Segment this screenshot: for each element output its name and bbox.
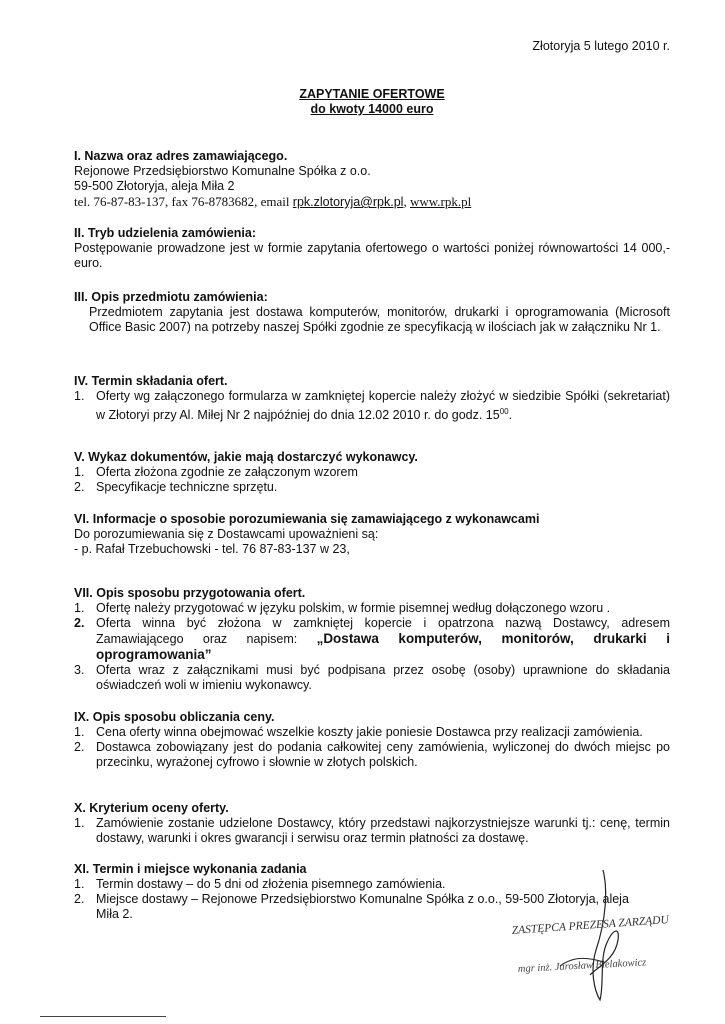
section-4-heading: IV. Termin składania ofert. bbox=[74, 374, 228, 388]
list-text: Miejsce dostawy – Rejonowe Przedsiębiorstwo Komunalne Spółka z o.o., 59-500 Złotoryja, aleja Miła 2. bbox=[96, 892, 629, 921]
email-link[interactable]: rpk.zlotoryja@rpk.pl bbox=[292, 195, 404, 209]
list-number: 2. bbox=[74, 616, 85, 630]
title-line-2: do kwoty 14000 euro bbox=[310, 102, 434, 116]
list-number: 3. bbox=[74, 663, 85, 677]
list-number: 1. bbox=[74, 877, 85, 891]
section-7-heading: VII. Opis sposobu przygotowania ofert. bbox=[74, 586, 306, 600]
section-6-line-1: Do porozumiewania się z Dostawcami upoważnieni są: bbox=[74, 527, 379, 541]
list-text: Specyfikacje techniczne sprzętu. bbox=[96, 480, 278, 494]
list-text: Dostawca zobowiązany jest do podania całkowitej ceny zamówienia, wyliczonej do dwóch miejsc po przecinku, wyrażonej cyfrowo i słownie w złotych polskich. bbox=[96, 740, 670, 769]
list-text: Oferta złożona zgodnie ze załączonym wzorem bbox=[96, 465, 358, 479]
section-6-heading: VI. Informacje o sposobie porozumiewania się zamawiającego z wykonawcami bbox=[74, 512, 540, 526]
envelope-label: „Dostawa komputerów, monitorów, drukarki i oprogramowania” bbox=[96, 631, 671, 662]
footer-rule bbox=[40, 1016, 166, 1017]
deadline-minutes: 00 bbox=[499, 407, 509, 416]
envelope-text: Oferta winna być złożona w zamkniętej kopercie i opatrzona nazwą Dostawcy, adresem Zamawiającego oraz napisem: bbox=[96, 616, 670, 646]
section-9-heading: IX. Opis sposobu obliczania ceny. bbox=[74, 710, 275, 724]
section-5-heading: V. Wykaz dokumentów, jakie mają dostarczyć wykonawcy. bbox=[74, 450, 418, 464]
section-3-text: Przedmiotem zapytania jest dostawa komputerów, monitorów, drukarki i oprogramowania (Microsoft Office Basic 2007) na potrzeby naszej Spółki zgodnie ze specyfikacją w ilościach jak w załączniku Nr 1. bbox=[89, 305, 670, 334]
list-text: Termin dostawy – do 5 dni od złożenia pisemnego zamówienia. bbox=[96, 877, 446, 891]
list-number: 2. bbox=[74, 892, 85, 906]
signature-stroke bbox=[590, 870, 618, 1000]
deadline-text: Oferty wg załączonego formularza w zamkniętej kopercie należy złożyć w siedzibie Spółki (sekretariat) w Złotoryi przy Al. Miłej Nr 2 najpóźniej do dnia 12.02 2010 r. do godz. 15 bbox=[96, 389, 670, 423]
list-text: Zamówienie zostanie udzielone Dostawcy, który przedstawi najkorzystniejsze warunki tj.: cenę, termin dostawy, warunki i okres gwarancji i serwisu oraz termin płatności za dostawę. bbox=[96, 816, 670, 845]
list-number: 1. bbox=[74, 465, 85, 479]
stamp-name: mgr inż. Jarosław Bielakowicz bbox=[517, 957, 647, 975]
list-text: Ofertę należy przygotować w języku polskim, w formie pisemnej według dołączonego wzoru . bbox=[96, 601, 611, 615]
section-3-heading: III. Opis przedmiotu zamówienia: bbox=[74, 290, 268, 304]
list-number: 2. bbox=[74, 480, 85, 494]
company-name: Rejonowe Przedsiębiorstwo Komunalne Spółka z o.o. bbox=[74, 164, 371, 178]
list-number: 1. bbox=[74, 389, 85, 403]
company-address: 59-500 Złotoryja, aleja Miła 2 bbox=[74, 179, 235, 193]
website-link[interactable]: www.rpk.pl bbox=[409, 194, 472, 209]
list-text: Cena oferty winna obejmować wszelkie koszty jakie poniesie Dostawca przy realizacji zamówienia. bbox=[96, 725, 643, 739]
contact-separator: , bbox=[403, 194, 410, 209]
contact-phone-fax: tel. 76-87-83-137, fax 76-8783682, email bbox=[74, 194, 293, 209]
stamp-title: ZASTĘPCA PREZESA ZARZĄDU bbox=[511, 914, 670, 937]
section-2-heading: II. Tryb udzielenia zamówienia: bbox=[74, 226, 256, 240]
contact-person: - p. Rafał Trzebuchowski - tel. 76 87-83-137 w 23, bbox=[74, 542, 350, 556]
list-number: 1. bbox=[74, 601, 85, 615]
list-number: 1. bbox=[74, 816, 85, 830]
section-1-heading: I. Nazwa oraz adres zamawiającego. bbox=[74, 149, 288, 163]
title-line-1: ZAPYTANIE OFERTOWE bbox=[299, 87, 445, 101]
deadline-end: . bbox=[508, 408, 513, 423]
section-2-text: Postępowanie prowadzone jest w formie zapytania ofertowego o wartości poniżej równowartości 14 000,- euro. bbox=[74, 241, 670, 270]
section-11-heading: XI. Termin i miejsce wykonania zadania bbox=[74, 862, 307, 876]
document-date: Złotoryja 5 lutego 2010 r. bbox=[532, 39, 670, 53]
section-10-heading: X. Kryterium oceny oferty. bbox=[74, 801, 229, 815]
list-text: Oferta wraz z załącznikami musi być podpisana przez osobę (osoby) uprawnione do składania oświadczeń woli w imieniu wykonawcy. bbox=[96, 663, 670, 692]
list-number: 1. bbox=[74, 725, 85, 739]
list-number: 2. bbox=[74, 740, 85, 754]
